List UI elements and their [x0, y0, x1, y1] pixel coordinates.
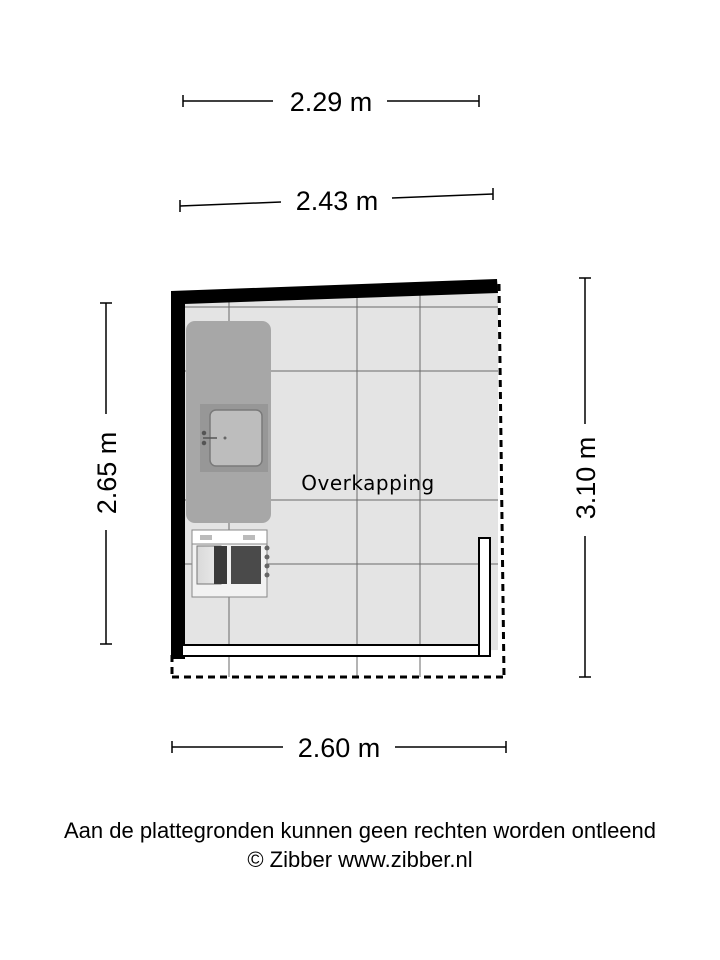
dimension-label-top-outer: 2.43 m: [295, 186, 379, 216]
dimension-label-left: 2.65 m: [92, 431, 122, 515]
appliance-panel-dark-left: [214, 546, 227, 584]
room-label: Overkapping: [301, 471, 435, 495]
copyright-text: © Zibber www.zibber.nl: [247, 847, 473, 872]
sink-drain: [224, 437, 227, 440]
left-wall: [171, 291, 185, 659]
dimension-label-right: 3.10 m: [571, 436, 601, 520]
dimension-label-top-inner: 2.29 m: [289, 87, 373, 117]
appliance-panel-dark-right: [231, 546, 261, 584]
dimension-label-bottom: 2.60 m: [297, 733, 381, 763]
sink-basin: [210, 410, 262, 466]
bottom-wall: [182, 645, 489, 656]
appliance-knob-left: [200, 535, 212, 540]
appliance-knob-right: [243, 535, 255, 540]
disclaimer-text: Aan de plattegronden kunnen geen rechten worden ontleend: [63, 818, 657, 843]
right-partial-wall: [479, 538, 490, 656]
